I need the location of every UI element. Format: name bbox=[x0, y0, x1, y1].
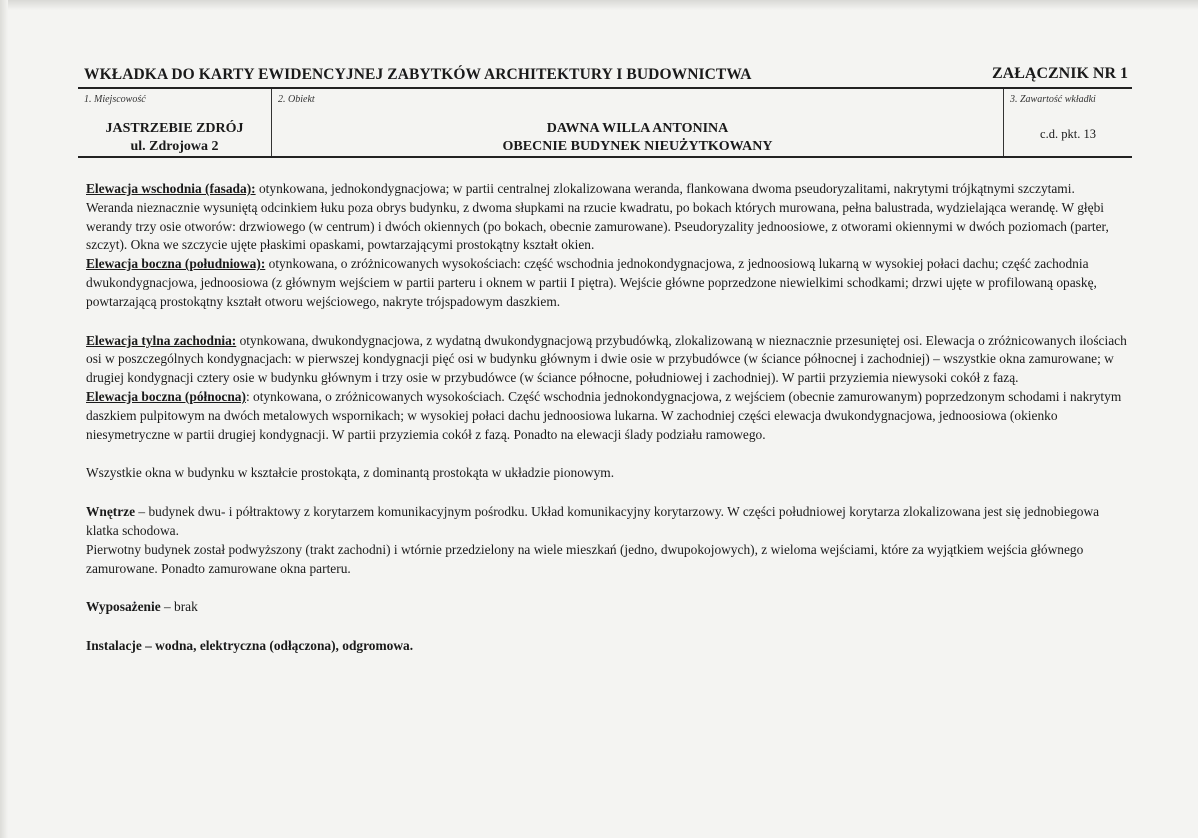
paragraph-text: : otynkowana, o zróżnicowanych wysokościach. Część wschodnia jednokondygnacjowa, z wejściem (obecnie zamurowanym) poprzedzonym schodami i nakrytym daszkiem pulpitowym na dwóch metalowych wspornikach; w wysokiej połaci dachu jednoosiowa lukarna. W zachodniej części elewacja dwukondygnacjowa, jednoosiowa (okienko niesymetryczne w partii drugiej kondygnacji. W partii przyziemia cokół z fazą. Ponadto na elewacji ślady podziału ramowego. bbox=[86, 388, 1122, 442]
body-paragraph bbox=[86, 503, 1132, 541]
locality-label: 1. Miejscowość bbox=[84, 94, 146, 105]
paragraph-text: – budynek dwu- i półtraktowy z korytarzem komunikacyjnym pośrodku. Układ komunikacyjny korytarzowy. W części południowej korytarza zlokalizowana jest się jednobiegowa klatka schodowa. bbox=[86, 504, 1100, 538]
section-heading: Elewacja wschodnia (fasada): bbox=[86, 181, 256, 196]
locality-value bbox=[78, 120, 271, 156]
paragraph-gap bbox=[86, 617, 1132, 637]
paragraph-text: otynkowana, jednokondygnacjowa; w partii centralnej zlokalizowana weranda, flankowana dwoma pseudoryzalitami, nakrytymi trójkątnymi szczytami. bbox=[255, 181, 1075, 196]
object-value bbox=[272, 120, 1003, 156]
header-table bbox=[78, 87, 1132, 158]
paragraph-text: otynkowana, o zróżnicowanych wysokościach: część wschodnia jednokondygnacjowa, z jednoosiową lukarną w wysokiej połaci dachu; część zachodnia dwukondygnacjowa, jednoosiowa (z głównym wejściem w partii parteru i oknem w partii I piętra). Wejście główne poprzedzone niewielkimi schodkami; drzwi ujęte w profilowaną opaskę, powtarzającą prostokątny kształt otworu wejściowego, nakryte trójspadowym daszkiem. bbox=[86, 256, 1097, 309]
paragraph-gap bbox=[86, 444, 1132, 464]
section-heading: Elewacja boczna (południowa): bbox=[86, 256, 266, 272]
contents-label: 3. Zawartość wkładki bbox=[1010, 94, 1096, 105]
section-heading: Instalacje – wodna, elektryczna (odłączona), odgromowa. bbox=[86, 638, 414, 654]
paragraph-text: Pierwotny budynek został podwyższony (trakt zachodni) i wtórnie przedzielony na wiele mieszkań (jedno, dwupokojowych), z wieloma wejściami, które za wyjątkiem wejścia głównego zamurowane. Ponadto zamurowane okna parteru. bbox=[86, 541, 1084, 576]
contents-cell bbox=[1004, 89, 1132, 156]
body-paragraph bbox=[86, 464, 1132, 483]
paragraph-gap bbox=[86, 483, 1132, 503]
section-heading: Elewacja boczna (północna) bbox=[86, 388, 246, 404]
paragraph-text: otynkowana, dwukondygnacjowa, z wydatną dwukondygnacjową przybudówką, zlokalizowaną w nieznacznie przesuniętej osi. Elewacja o zróżnicowanych ilościach osi w poszczególnych kondygnacjach: w pierwszej kondygnacji pięć osi w budynku głównym i dwie osie w przybudówce (w ściance północnej i zachodniej) – wszystkie okna zamurowane; w drugiej kondygnacji cztery osie w budynku głównym i trzy osie w przybudówce (w ściance północne, południowej i zachodniej). W partii przyziemia niewysoki cokół z fazą. bbox=[86, 332, 1127, 386]
body-paragraph bbox=[86, 637, 1132, 656]
body-paragraph bbox=[86, 180, 1132, 199]
locality-cell bbox=[78, 89, 272, 156]
paragraph-gap bbox=[86, 312, 1132, 332]
locality-line-1: JASTRZEBIE ZDRÓJ bbox=[105, 121, 244, 136]
paragraph-text: Weranda nieznacznie wysuniętą odcinkiem łuku poza obrys budynku, z dwoma słupkami na rzucie kwadratu, po bokach których murowana, pełna balustrada, wydzielająca werandę. W głębi werandy trzy osie otworów: drzwiowego (w centrum) i dwóch okiennych (po bokach, obecnie zamurowane). Pseudoryzality jednoosiowe, z otworami okiennymi w dwóch poziomach (parter, szczyt). Okna we szczycie ujęte płaskimi opaskami, powtarzającymi prostokątny kształt okien. bbox=[86, 199, 1109, 253]
body-paragraph bbox=[86, 388, 1132, 444]
section-heading: Elewacja tylna zachodnia: bbox=[86, 332, 237, 348]
body-paragraph bbox=[86, 199, 1132, 255]
paragraph-text: – brak bbox=[160, 599, 198, 615]
document-body bbox=[86, 180, 1132, 656]
object-line-1: DAWNA WILLA ANTONINA bbox=[546, 121, 729, 136]
contents-value: c.d. pkt. 13 bbox=[1040, 127, 1096, 141]
paragraph-text: Wszystkie okna w budynku w kształcie prostokąta, z dominantą prostokąta w układzie pionowym. bbox=[86, 465, 615, 481]
body-paragraph bbox=[86, 598, 1132, 617]
scan-edge-left bbox=[0, 0, 8, 838]
locality-line-2: ul. Zdrojowa 2 bbox=[130, 139, 219, 154]
annex-number: ZAŁĄCZNIK NR 1 bbox=[991, 65, 1128, 82]
body-paragraph bbox=[86, 255, 1132, 311]
body-paragraph bbox=[86, 541, 1132, 579]
section-heading: Wyposażenie bbox=[86, 599, 161, 615]
object-line-2: OBECNIE BUDYNEK NIEUŻYTKOWANY bbox=[502, 139, 773, 154]
section-heading: Wnętrze bbox=[86, 504, 136, 520]
object-label: 2. Obiekt bbox=[278, 94, 315, 105]
body-paragraph bbox=[86, 332, 1132, 388]
scan-edge-top bbox=[0, 0, 1198, 10]
document-title: WKŁADKA DO KARTY EWIDENCYJNEJ ZABYTKÓW ARCHITEKTURY I BUDOWNICTWA bbox=[84, 66, 752, 83]
paragraph-gap bbox=[86, 578, 1132, 598]
object-cell bbox=[272, 89, 1004, 156]
